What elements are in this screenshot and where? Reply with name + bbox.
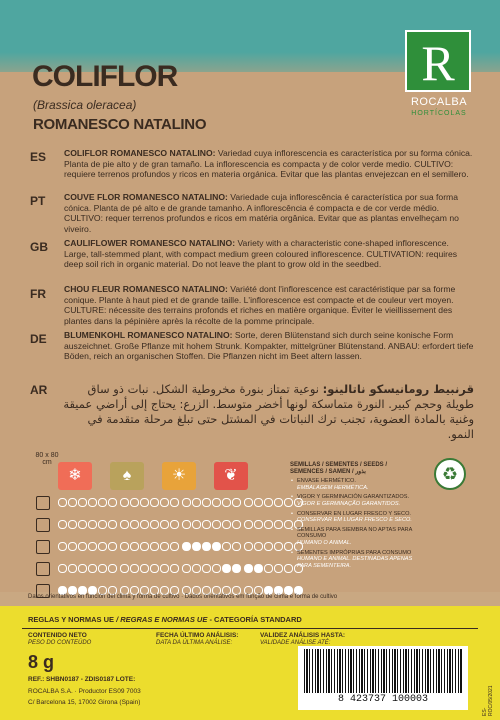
calendar-cell: [244, 498, 253, 507]
calendar-cell: [274, 564, 283, 573]
calendar-cell: [98, 564, 107, 573]
calendar-cell: [120, 520, 129, 529]
calendar-cell: [88, 520, 97, 529]
calendar-cell: [192, 498, 201, 507]
barcode: [298, 646, 468, 710]
calendar-cell: [254, 564, 263, 573]
calendar-cell: [182, 498, 191, 507]
calendar-cell: [170, 542, 179, 551]
calendar-row: [58, 564, 303, 573]
calendar-cell: [150, 498, 159, 507]
seed-legend: [290, 462, 420, 569]
brand-logo: [405, 30, 471, 92]
brand-subtitle: HORTÍCOLAS: [411, 110, 467, 117]
calendar-cell: [264, 564, 273, 573]
legend-item-translation: VIGOR E GERMINAÇÃO GARANTIDOS.: [297, 500, 401, 507]
sowing-direct-icon: [36, 518, 50, 532]
calendar-cell: [192, 542, 201, 551]
calendar-cell: [68, 542, 77, 551]
brand-name: ROCALBA: [410, 96, 468, 108]
calendar-cell: [192, 520, 201, 529]
calendar-cell: [98, 498, 107, 507]
validity-label: VALIDEZ ANÁLISIS HASTA:: [260, 632, 346, 639]
calendar-cell: [232, 542, 241, 551]
legend-header-2: SEMENCES / SAMEN / بذور: [290, 468, 366, 475]
logo-letter: R: [421, 35, 455, 91]
legend-item: [290, 527, 420, 547]
net-content-label: CONTENIDO NETO: [28, 632, 87, 639]
recycle-icon: ♻: [434, 458, 466, 490]
calendar-cell: [68, 498, 77, 507]
calendar-cell: [160, 564, 169, 573]
calendar-cell: [150, 564, 159, 573]
calendar-cell: [88, 542, 97, 551]
net-weight: 8 g: [28, 652, 55, 672]
calendar-cell: [182, 520, 191, 529]
legend-item-text: • VIGOR Y GERMINACIÓN GARANTIZADOS.: [297, 494, 409, 501]
calendar-cell: [108, 564, 117, 573]
calendar-cell: [108, 542, 117, 551]
calendar-cell: [68, 520, 77, 529]
spring-icon: ♠: [110, 462, 144, 490]
calendar-cell: [140, 498, 149, 507]
calendar-cell: [68, 564, 77, 573]
greenhouse-icon: [36, 562, 50, 576]
lang-code-pt: PT: [30, 194, 46, 208]
calendar-cell: [140, 520, 149, 529]
rules-heading: REGLAS Y NORMAS UE / REGRAS E NORMAS UE - CATEGORÍA STANDARD: [28, 615, 302, 624]
calendar-cell: [274, 542, 283, 551]
calendar-cell: [170, 564, 179, 573]
season-icons: [36, 462, 280, 490]
calendar-cell: [120, 542, 129, 551]
calendar-cell: [192, 564, 201, 573]
spacing-label: 80 x 80 cm: [35, 452, 59, 466]
sowing-seedbed-icon: [36, 496, 50, 510]
calendar-cell: [78, 520, 87, 529]
calendar-cell: [212, 564, 221, 573]
calendar-cell: [130, 498, 139, 507]
address: C/ Barcelona 15, 17002 Girona (Spain): [28, 699, 141, 706]
calendar-cell: [232, 520, 241, 529]
footnote: Datos orientativos en función del clima y forma de cultivo · Dados orientativos em função de clima e forma de cultivo: [28, 594, 338, 600]
calendar-cell: [264, 520, 273, 529]
calendar-row: [58, 542, 303, 551]
calendar-cell: [78, 564, 87, 573]
latin-name: (Brassica oleracea): [33, 98, 137, 112]
transplant-icon: [36, 540, 50, 554]
legend-item: [290, 550, 420, 570]
side-code: ES-ROC/05/2021: [482, 685, 494, 716]
legend-header-1: SEMILLAS / SEMENTES / SEEDS /: [290, 462, 388, 468]
calendar-cell: [140, 564, 149, 573]
calendar-cell: [202, 542, 211, 551]
autumn-icon: ❦: [214, 462, 248, 490]
calendar-cell: [58, 564, 67, 573]
winter-icon: ❄: [58, 462, 92, 490]
calendar-cell: [78, 542, 87, 551]
calendar-cell: [254, 498, 263, 507]
calendar-cell: [274, 520, 283, 529]
lang-code-de: DE: [30, 332, 47, 346]
net-content-sub: PESO DO CONTEÚDO: [28, 640, 92, 646]
calendar-row: [58, 520, 303, 529]
calendar-cell: [264, 498, 273, 507]
calendar-cell: [130, 564, 139, 573]
calendar-cell: [222, 520, 231, 529]
calendar-cell: [254, 542, 263, 551]
lang-code-fr: FR: [30, 287, 46, 301]
legend-item-text: • ENVASE HERMÉTICO.: [297, 478, 356, 485]
calendar-cell: [202, 498, 211, 507]
calendar-cell: [160, 520, 169, 529]
calendar-cell: [160, 498, 169, 507]
legend-item-translation: HUMANO E ANIMAL. DESTINADAS APENAS PARA SEMENTEIRA.: [297, 556, 413, 569]
calendar-cell: [202, 564, 211, 573]
desc-pt: COUVE FLOR ROMANESCO NATALINO: Variedade cuja inflorescência é característica por sua forma cónica. Planta de pé alto e de grande tamanho. A inflorescência é compacta e de cor verde médio. CULTIVO: requer terrenos profundos e ricos em matéria orgânica. Evitar que as plantas envelheçam no viveiro.: [64, 192, 459, 234]
legend-item: [290, 478, 420, 491]
calendar-cell: [130, 520, 139, 529]
calendar-cell: [98, 542, 107, 551]
calendar-cell: [232, 564, 241, 573]
calendar-cell: [222, 498, 231, 507]
calendar-row: [58, 498, 303, 507]
variety-name: ROMANESCO NATALINO: [33, 116, 207, 133]
product-title: COLIFLOR: [32, 60, 178, 93]
calendar-cell: [222, 564, 231, 573]
barcode-number: 8 423737 100003: [337, 694, 428, 705]
summer-icon: ☀: [162, 462, 196, 490]
calendar-cell: [58, 520, 67, 529]
legend-item-translation: CONSERVAR EM LUGAR FRESCO E SECO.: [297, 517, 412, 524]
calendar-cell: [264, 542, 273, 551]
legend-item-translation: HUMANO O ANIMAL.: [297, 539, 352, 546]
calendar-cell: [150, 520, 159, 529]
legend-item-translation: EMBALAGEM HERMÉTICA.: [297, 484, 369, 491]
calendar-cell: [254, 520, 263, 529]
calendar-cell: [120, 498, 129, 507]
calendar-cell: [78, 498, 87, 507]
calendar-cell: [120, 564, 129, 573]
barcode-bars: [304, 649, 462, 693]
legend-item: [290, 511, 420, 524]
calendar-cell: [244, 542, 253, 551]
calendar-cell: [222, 542, 231, 551]
analysis-label: FECHA ÚLTIMO ANÁLISIS:: [156, 632, 239, 639]
legend-item-text: • SEMENTES IMPRÓPRIAS PARA CONSUMO: [297, 549, 412, 556]
desc-gb: CAULIFLOWER ROMANESCO NATALINO: Variety with a characteristic cone-shaped inflorescence. Large, tall-stemmed plant, with compact medium green coloured inflorescence. CULTIVATION: requires deep soil rich in organic material. Do not leave the plant to grow old in the seedbed.: [64, 238, 458, 269]
desc-es: COLIFLOR ROMANESCO NATALINO: Variedad cuya inflorescencia es característica por su forma cónica. Planta de pie alto y de gran tamaño. La inflorescencia es compacta y de color verde medio. CULTIVO: requiere terrenos profundos y ricos en materia orgánica. Evitar que las plantas envejezcan en el semillero.: [64, 148, 473, 179]
calendar-cell: [202, 520, 211, 529]
calendar-cell: [150, 542, 159, 551]
calendar-cell: [212, 520, 221, 529]
legend-item-text: • SEMILLAS PARA SIEMBRA NO APTAS PARA CONSUMO: [297, 526, 413, 540]
lang-code-gb: GB: [30, 240, 48, 254]
calendar-cell: [58, 498, 67, 507]
legend-item: [290, 494, 420, 507]
calendar-cell: [212, 542, 221, 551]
reference: REF.: SHBN0187 - ZDIS0187 LOTE:: [28, 676, 136, 683]
calendar-cell: [182, 564, 191, 573]
calendar-cell: [232, 498, 241, 507]
calendar-cell: [170, 498, 179, 507]
producer: ROCALBA S.A. · Productor ES09 7003: [28, 688, 141, 695]
desc-fr: CHOU FLEUR ROMANESCO NATALINO: Variété dont l'inflorescence est caractéristique par sa forme conique. Plante à haut pied et de grande taille. L'inflorescence est compacte et de couleur vert moyen. CULTURE: nécessite des terrains profonds et riches en matière organique. Éviter le vieillissement des plantes dans la pépinière après la récolte de la pomme principale.: [64, 284, 456, 326]
analysis-sub: DATA DA ÚLTIMA ANÁLISE:: [156, 640, 233, 646]
divider: [22, 628, 478, 629]
calendar-cell: [98, 520, 107, 529]
lang-code-ar: AR: [30, 383, 48, 397]
legend-item-text: • CONSERVAR EN LUGAR FRESCO Y SECO.: [297, 510, 411, 517]
calendar-cell: [182, 542, 191, 551]
desc-ar: قرنبيط رومانيسكو ناتالينو: نوعية تمتاز بنورة مخروطية الشكل. نبات ذو ساق طويلة وحجم كبير. النورة متماسكة لونها أخضر متوسط. الزرع: يحتاج إلى أراضي عميقة وغنية بالمادة العضوية، تجنب ترك النباتات في المشتل حتى تبلغ مرحلة متقدمة في النمو.: [63, 382, 474, 441]
calendar-cell: [58, 542, 67, 551]
calendar-cell: [108, 520, 117, 529]
desc-de: BLUMENKOHL ROMANESCO NATALINO: Sorte, deren Blütenstand sich durch seine konische Form auszeichnet. Große Pflanze mit hohem Strunk. Kompakter, mittelgrüner Blütenstand. ANBAU: erfordert tiefe Böden, reich an organischen Stoffen. Die Pflanzen nicht im Beet altern lassen.: [64, 330, 474, 361]
calendar-cell: [212, 498, 221, 507]
calendar-cell: [160, 542, 169, 551]
calendar-cell: [140, 542, 149, 551]
calendar-cell: [274, 498, 283, 507]
validity-sub: VALIDADE ANÁLISE ATÉ:: [260, 640, 331, 646]
calendar-cell: [170, 520, 179, 529]
calendar-cell: [108, 498, 117, 507]
calendar-cell: [88, 564, 97, 573]
calendar-cell: [244, 564, 253, 573]
calendar-cell: [130, 542, 139, 551]
calendar-cell: [244, 520, 253, 529]
lang-code-es: ES: [30, 150, 47, 164]
calendar-cell: [88, 498, 97, 507]
